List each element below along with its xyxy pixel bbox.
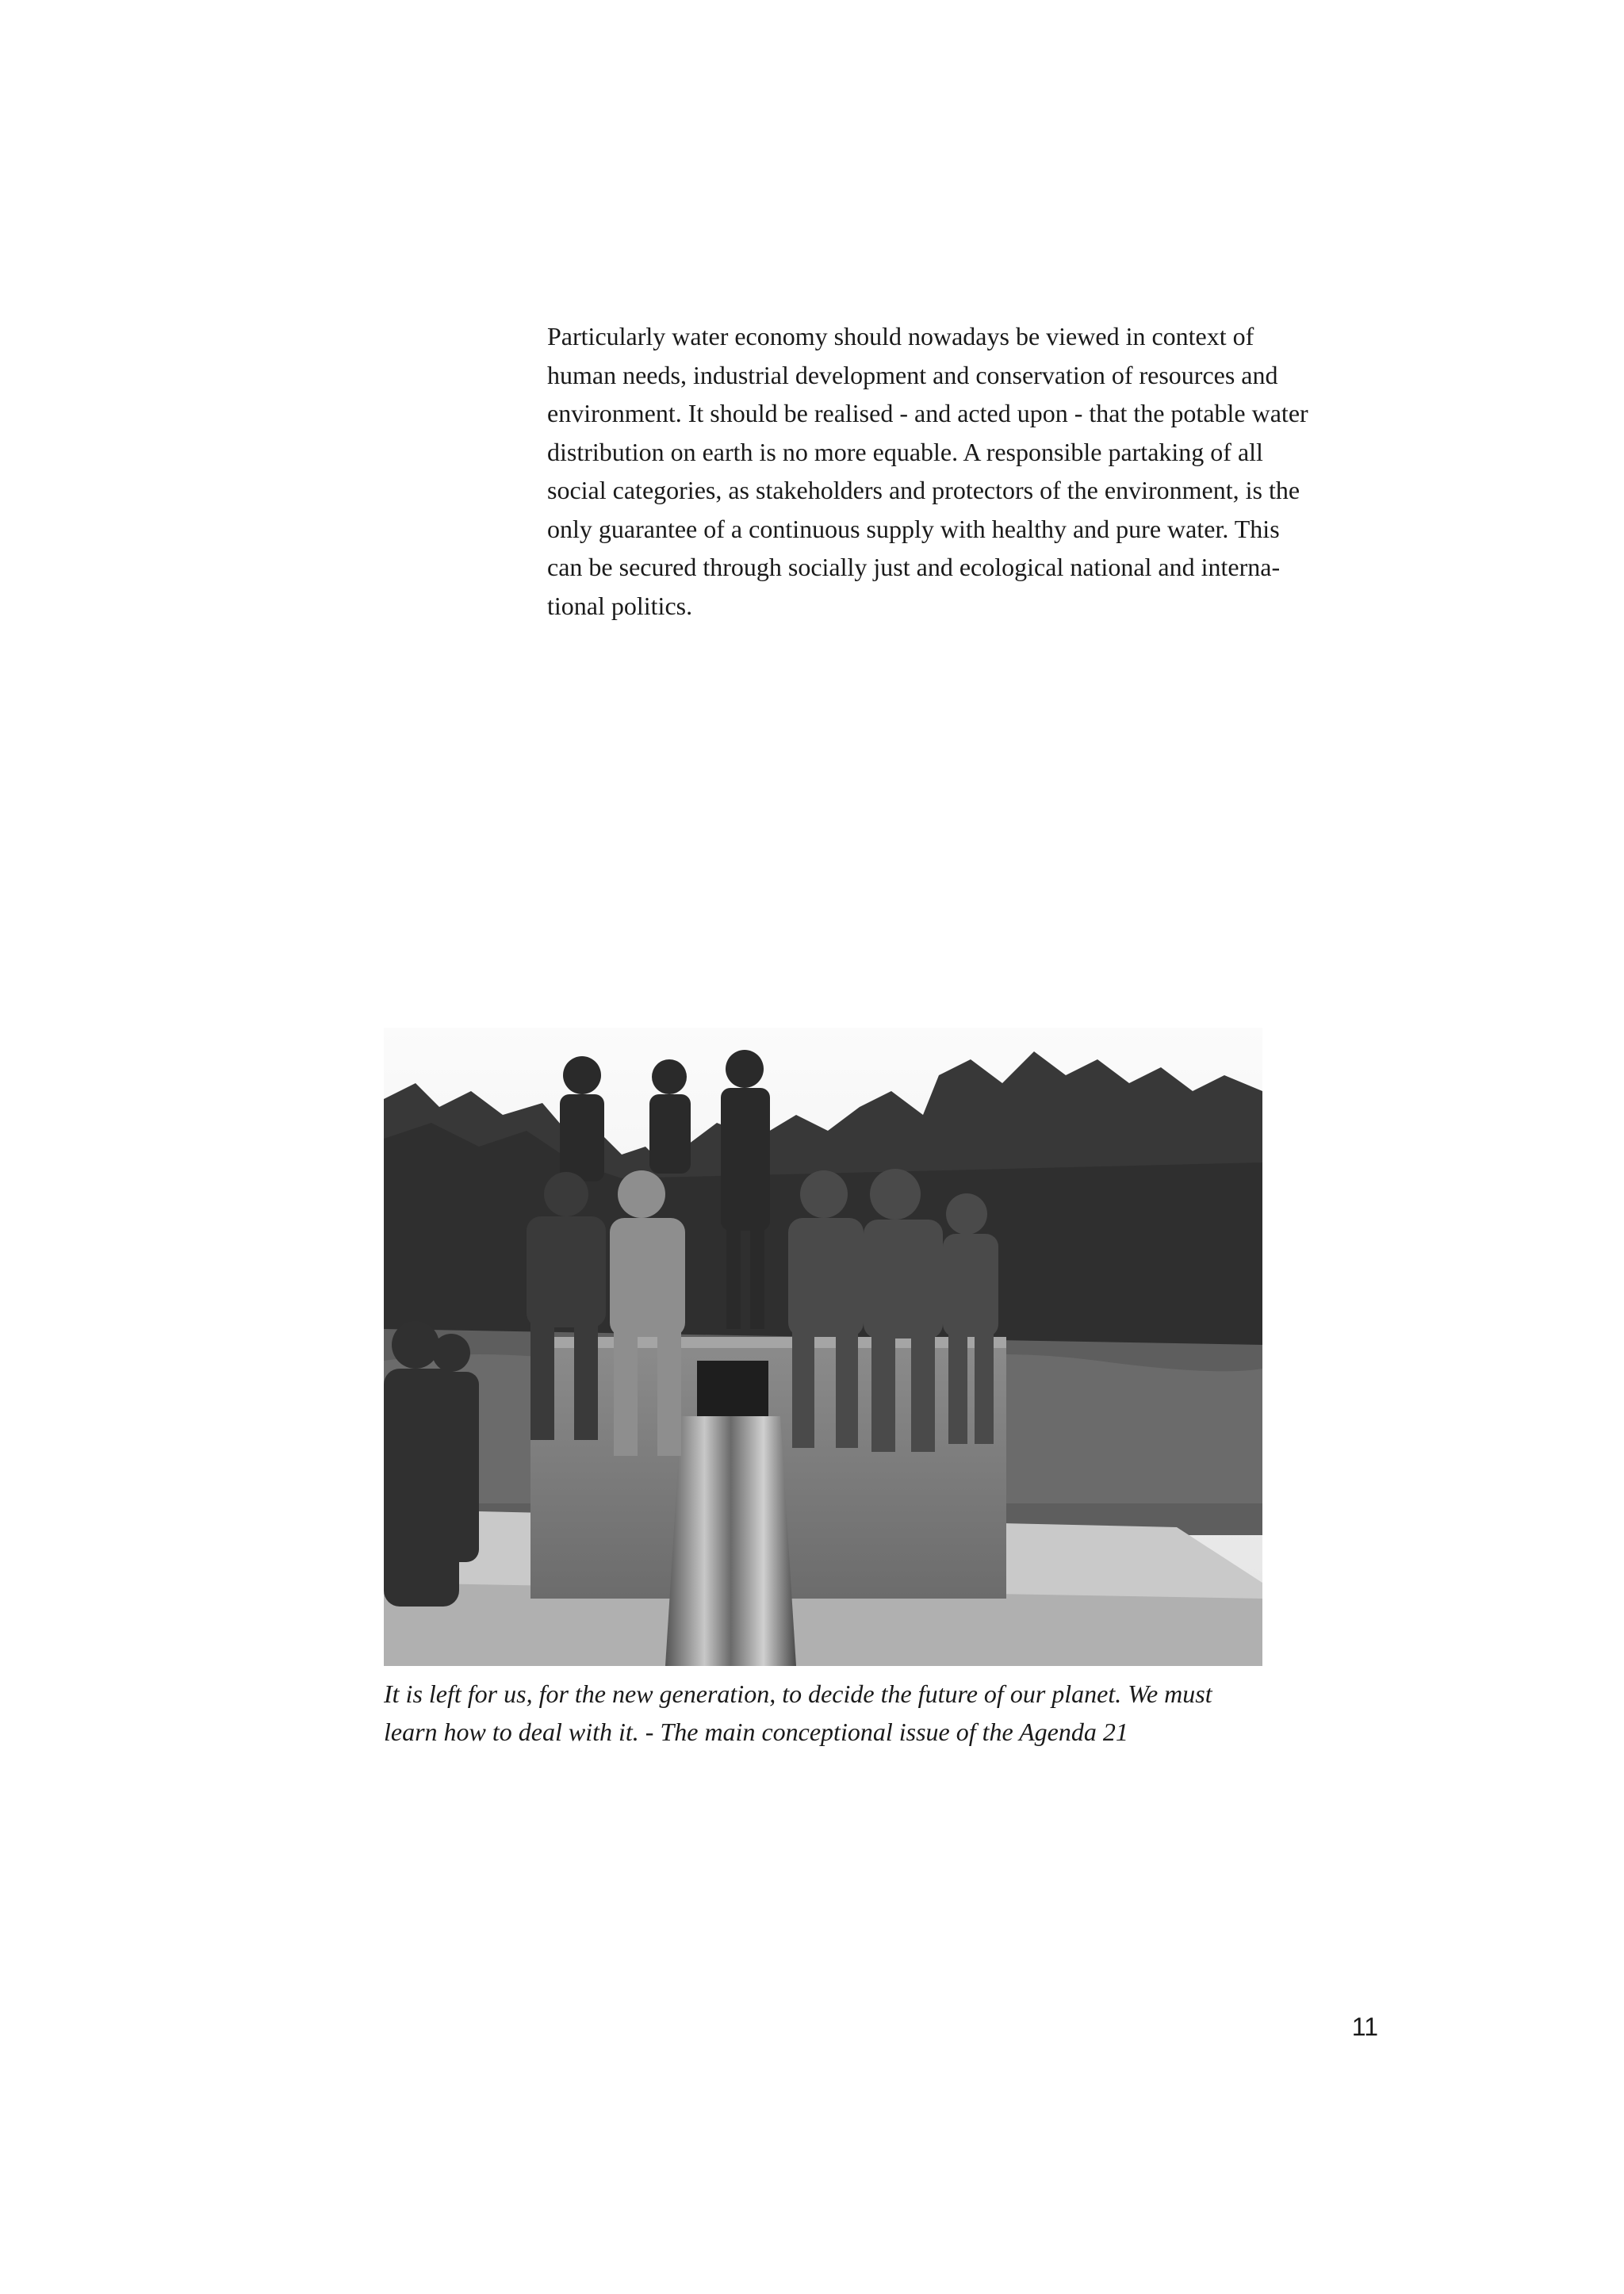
body-line: human needs, industrial development and conservation of resources and	[547, 360, 1278, 389]
body-line: only guarantee of a continuous supply with healthy and pure water. This	[547, 514, 1280, 543]
caption-line: learn how to deal with it. - The main conceptional issue of the Agenda 21	[384, 1718, 1128, 1746]
body-line: Particularly water economy should nowadays be viewed in context of	[547, 322, 1254, 350]
body-line: social categories, as stakeholders and protectors of the environment, is the	[547, 476, 1300, 504]
photo-illustration	[384, 1028, 1262, 1666]
body-line: distribution on earth is no more equable. A responsible partaking of all	[547, 437, 1263, 466]
body-line: tional politics.	[547, 591, 693, 620]
caption-line: It is left for us, for the new generation, to decide the future of our planet. We must	[384, 1679, 1212, 1708]
body-line: can be secured through socially just and ecological national and interna-	[547, 553, 1281, 581]
body-line: environment. It should be realised - and acted upon - that the potable water	[547, 399, 1308, 427]
page-number: 11	[1351, 2013, 1378, 2041]
children-at-water-outlet-photo	[384, 1028, 1262, 1666]
body-paragraph	[547, 317, 1388, 625]
photo-caption	[384, 1675, 1335, 1751]
